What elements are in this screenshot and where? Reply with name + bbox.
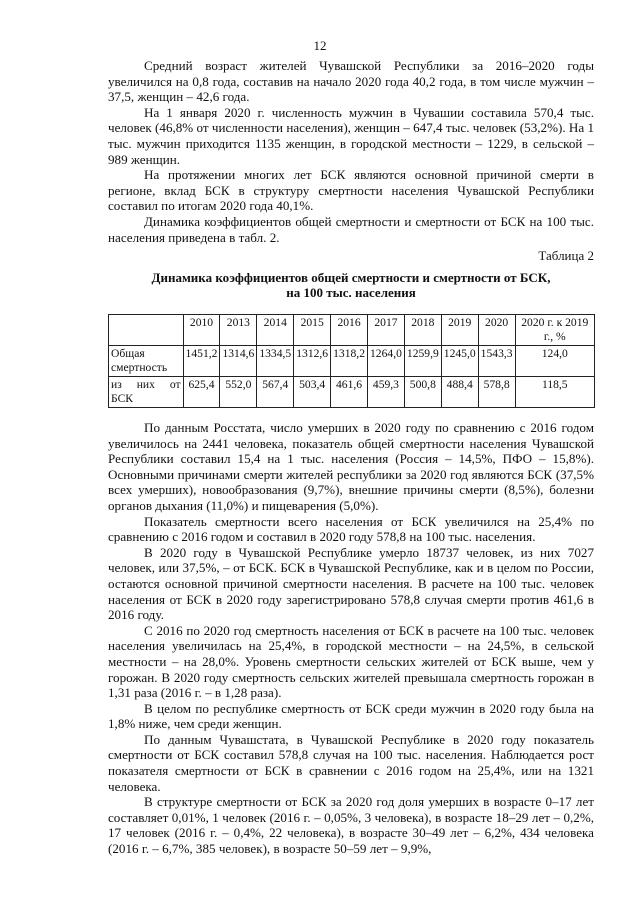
table-title xyxy=(108,270,594,300)
table-cell: 461,6 xyxy=(331,377,368,408)
intro-text xyxy=(108,58,594,245)
paragraph: На протяжении многих лет БСК являются основной причиной смерти в регионе, вклад БСК в структуру смертности населения Чувашской Республики составил по итогам 2020 года 40,1%. xyxy=(108,167,594,214)
body-text xyxy=(108,420,594,857)
table-cell: 1312,6 xyxy=(294,346,331,377)
table-cell: 488,4 xyxy=(441,377,478,408)
table-header-cell: 2020 xyxy=(478,315,515,346)
table-header-cell: 2019 xyxy=(441,315,478,346)
table-header-cell: 2018 xyxy=(404,315,441,346)
table-cell: 1264,0 xyxy=(368,346,405,377)
table-header-cell: 2014 xyxy=(257,315,294,346)
table-cell: 1451,2 xyxy=(183,346,220,377)
table-cell: 1318,2 xyxy=(331,346,368,377)
paragraph: Динамика коэффициентов общей смертности и смертности от БСК на 100 тыс. населения приведена в табл. 2. xyxy=(108,213,594,245)
table-header-cell: 2016 xyxy=(331,315,368,346)
page-number: 12 xyxy=(313,38,327,53)
table-cell: 124,0 xyxy=(515,346,594,377)
paragraph: По данным Росстата, число умерших в 2020 году по сравнению с 2016 годом увеличилось на 2441 человека, показатель общей смертности населения Чувашской Республики составил 15,4 на 1 тыс. населения (Россия – 14,5%, ПФО – 15,8%). Основными причинами смерти жителей республики за 2020 год являются БСК (37,5% всех умерших), новообразования (9,7%), внешние причины смерти (8,5%), болезни органов дыхания (11,0%) и пищеварения (5,0%). xyxy=(108,420,594,513)
table-title-line: Динамика коэффициентов общей смертности и смертности от БСК, xyxy=(151,270,551,285)
table-row-label: Общая смертность xyxy=(109,346,184,377)
table-header-cell xyxy=(109,315,184,346)
table-cell: 459,3 xyxy=(368,377,405,408)
paragraph: В структуре смертности от БСК за 2020 год доля умерших в возрасте 0–17 лет составляет 0,01%, 1 человек (2016 г. – 0,05%, 3 человека), в возрасте 18–29 лет – 0,2%, 17 человек (2016 г. – 0,4%, 22 человека), в возрасте 30–49 лет – 6,2%, 434 человека (2016 г. – 6,7%, 385 человек), в возрасте 50–59 лет – 9,9%, xyxy=(108,794,594,857)
table-header-row xyxy=(109,315,595,346)
table-cell: 500,8 xyxy=(404,377,441,408)
table-label: Таблица 2 xyxy=(538,248,594,263)
table-header-cell: 2017 xyxy=(368,315,405,346)
paragraph: С 2016 по 2020 год смертность населения от БСК в расчете на 100 тыс. человек населения увеличилась на 25,4%, в городской местности – на 24,5%, в сельской местности – на 28,0%. Уровень смертности сельских жителей от БСК выше, чем у горожан. В 2020 году смертность сельских жителей превышала смертность горожан в 1,31 раза (2016 г. – в 1,28 раза). xyxy=(108,622,594,701)
table-cell: 1314,6 xyxy=(220,346,257,377)
table-title-line: на 100 тыс. населения xyxy=(286,285,416,300)
table-cell: 567,4 xyxy=(257,377,294,408)
table-cell: 552,0 xyxy=(220,377,257,408)
table-cell: 118,5 xyxy=(515,377,594,408)
table-header-cell: 2020 г. к 2019 г., % xyxy=(515,315,594,346)
table-cell: 503,4 xyxy=(294,377,331,408)
table-header-cell: 2015 xyxy=(294,315,331,346)
table-cell: 1543,3 xyxy=(478,346,515,377)
table-row-label: из них от БСК xyxy=(109,377,184,408)
paragraph: Средний возраст жителей Чувашской Республики за 2016–2020 годы увеличился на 0,8 года, составив на начало 2020 года 40,2 года, в том числе мужчин – 37,5, женщин – 42,6 года. xyxy=(108,58,594,105)
paragraph: В 2020 году в Чувашской Республике умерло 18737 человек, из них 7027 человек, или 37,5%, – от БСК. БСК в Чувашской Республике, как и в целом по России, остаются основной причиной смертности населения. В расчете на 100 тыс. человек населения от БСК в 2020 году зарегистрировано 578,8 случая смерти против 461,6 в 2016 году. xyxy=(108,544,594,623)
paragraph: Показатель смертности всего населения от БСК увеличился на 25,4% по сравнению с 2016 годом и составил в 2020 году 578,8 на 100 тыс. населения. xyxy=(108,513,594,545)
table-header-cell: 2013 xyxy=(220,315,257,346)
table-cell: 1259,9 xyxy=(404,346,441,377)
mortality-table xyxy=(108,314,595,408)
table-header-cell: 2010 xyxy=(183,315,220,346)
table-cell: 1334,5 xyxy=(257,346,294,377)
table-cell: 1245,0 xyxy=(441,346,478,377)
paragraph: В целом по республике смертность от БСК среди мужчин в 2020 году была на 1,8% ниже, чем среди женщин. xyxy=(108,700,594,732)
paragraph: На 1 января 2020 г. численность мужчин в Чувашии составила 570,4 тыс. человек (46,8% от численности населения), женщин – 647,4 тыс. человек (53,2%). На 1 тыс. мужчин приходится 1135 женщин, в городской местности – 1229, в сельской – 989 женщин. xyxy=(108,104,594,167)
table-row xyxy=(109,346,595,377)
table-row xyxy=(109,377,595,408)
paragraph: По данным Чувашстата, в Чувашской Республике в 2020 году показатель смертности от БСК составил 578,8 случая на 100 тыс. населения. Наблюдается рост показателя смертности от БСК в сравнении с 2016 годом на 25,4%, или на 1321 человека. xyxy=(108,731,594,794)
table-cell: 625,4 xyxy=(183,377,220,408)
table-cell: 578,8 xyxy=(478,377,515,408)
